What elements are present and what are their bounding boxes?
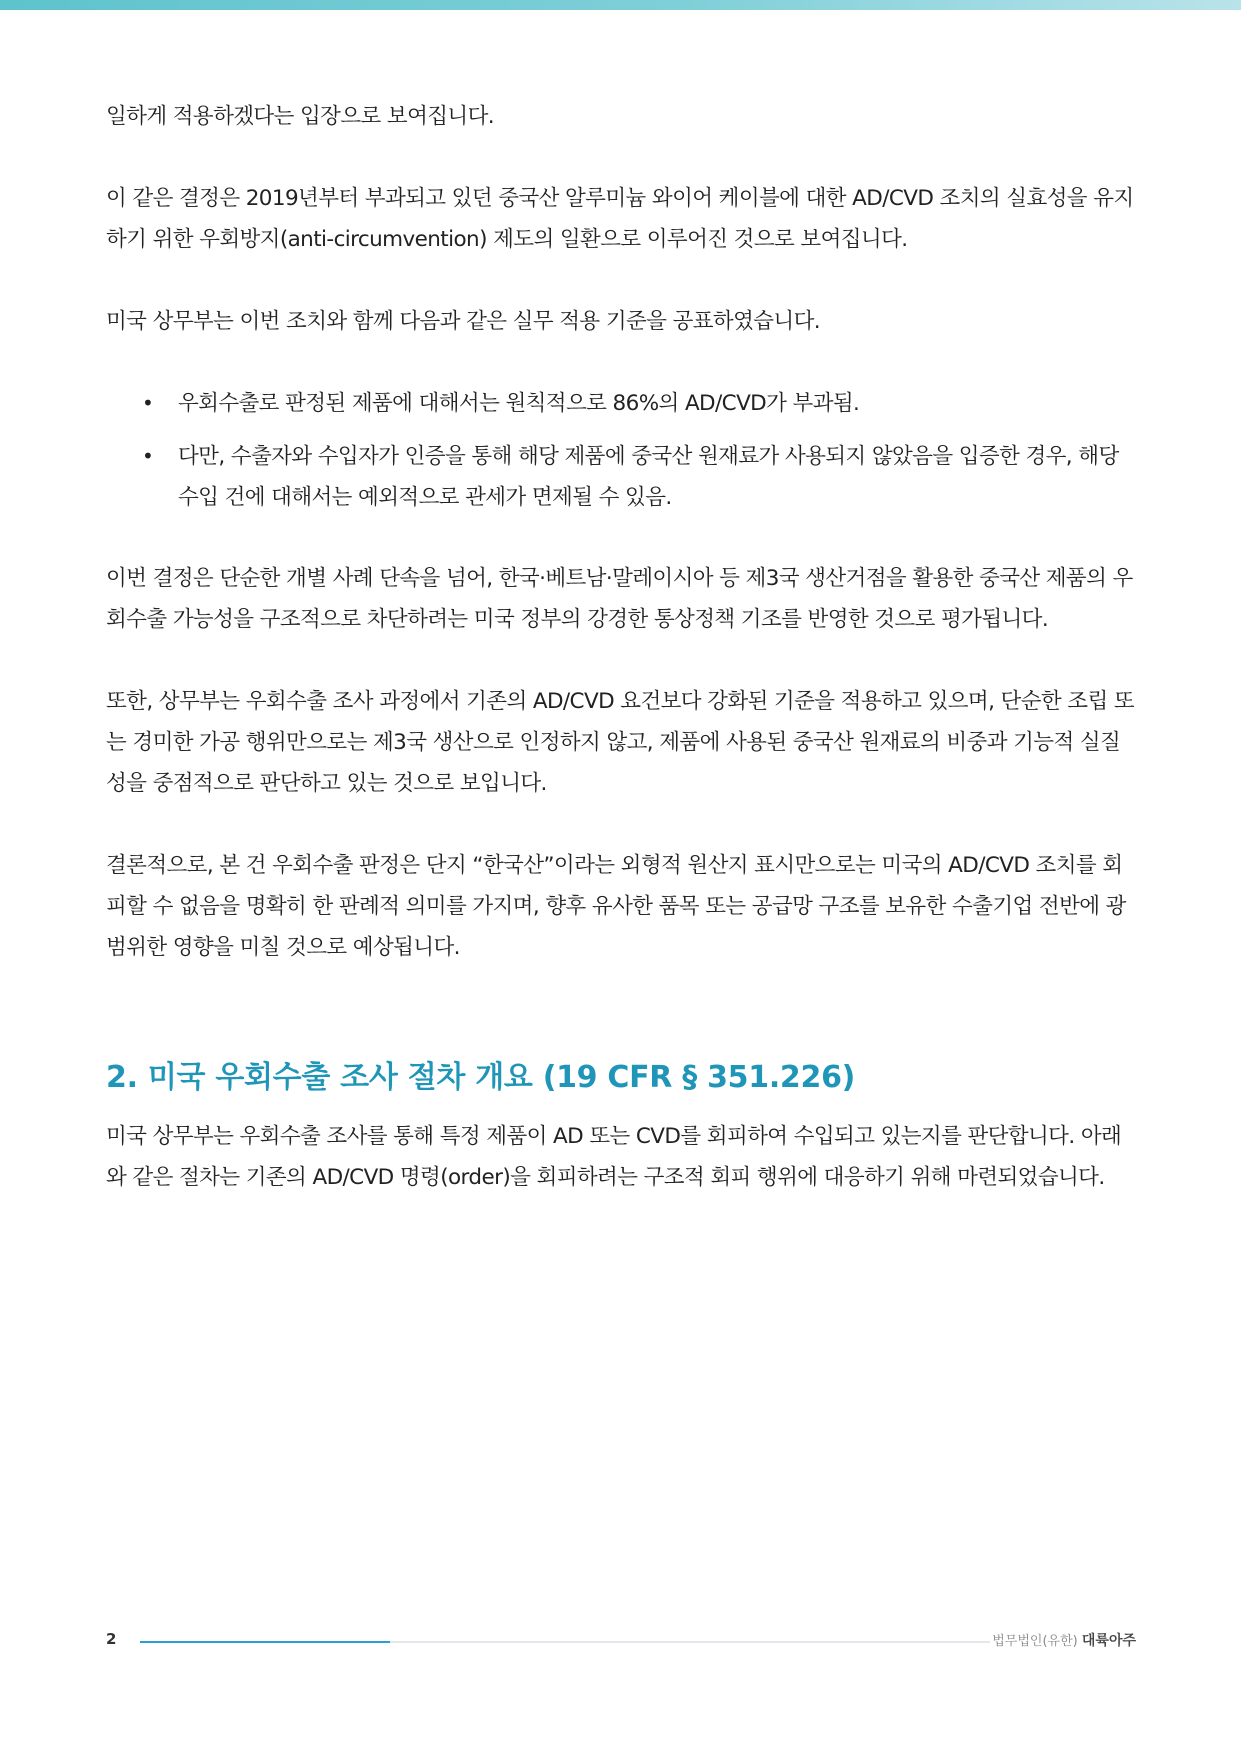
bullet-dot-icon: • (142, 391, 154, 415)
firm-name (992, 1630, 1136, 1650)
paragraph: 이번 결정은 단순한 개별 사례 단속을 넘어, 한국·베트남·말레이시아 등 제3국 생산거점을 활용한 중국산 제품의 우회수출 가능성을 구조적으로 차단하려는 미국 정부의 강경한 통상정책 기조를 반영한 것으로 평가됩니다. (106, 566, 1133, 632)
bullet-dot-icon: • (142, 444, 154, 468)
bullet-list (106, 383, 1136, 518)
bullet-item (106, 383, 1136, 424)
bullet-text: 다만, 수출자와 수입자가 인증을 통해 해당 제품에 중국산 원재료가 사용되지 않았음을 입증한 경우, 해당 수입 건에 대해서는 예외적으로 관세가 면제될 수 있음. (178, 444, 1119, 510)
paragraph: 이 같은 결정은 2019년부터 부과되고 있던 중국산 알루미늄 와이어 케이블에 대한 AD/CVD 조치의 실효성을 유지하기 위한 우회방지(anti-circumvention) 제도의 일환으로 이루어진 것으로 보여집니다. (106, 186, 1134, 252)
top-accent-band (0, 0, 1241, 10)
bullet-text: 우회수출로 판정된 제품에 대해서는 원칙적으로 86%의 AD/CVD가 부과됨. (178, 391, 860, 416)
page-number: 2 (106, 1630, 117, 1648)
page-footer (106, 1630, 1136, 1654)
document-body (106, 96, 1136, 1239)
section-paragraph: 미국 상무부는 우회수출 조사를 통해 특정 제품이 AD 또는 CVD를 회피하여 수입되고 있는지를 판단합니다. 아래와 같은 절차는 기존의 AD/CVD 명령(order)을 회피하려는 구조적 회피 행위에 대응하기 위해 마련되었습니다. (106, 1124, 1122, 1190)
firm-brand: 대륙아주 (1081, 1633, 1136, 1649)
section-heading: 2. 미국 우회수출 조사 절차 개요 (19 CFR § 351.226) (106, 1060, 856, 1095)
paragraph: 결론적으로, 본 건 우회수출 판정은 단지 “한국산”이라는 외형적 원산지 표시만으로는 미국의 AD/CVD 조치를 회피할 수 없음을 명확히 한 판례적 의미를 가지며, 향후 유사한 품목 또는 공급망 구조를 보유한 수출기업 전반에 광범위한 영향을 미칠 것으로 예상됩니다. (106, 853, 1126, 960)
paragraph: 일하게 적용하겠다는 입장으로 보여집니다. (106, 104, 494, 129)
footer-rule-accent (140, 1641, 390, 1643)
bullet-item (106, 436, 1136, 518)
paragraph: 또한, 상무부는 우회수출 조사 과정에서 기존의 AD/CVD 요건보다 강화된 기준을 적용하고 있으며, 단순한 조립 또는 경미한 가공 행위만으로는 제3국 생산으로 인정하지 않고, 제품에 사용된 중국산 원재료의 비중과 기능적 실질성을 중점적으로 판단하고 있는 것으로 보입니다. (106, 689, 1135, 796)
firm-prefix: 법무법인(유한) (992, 1634, 1078, 1649)
paragraph: 미국 상무부는 이번 조치와 함께 다음과 같은 실무 적용 기준을 공표하였습니다. (106, 309, 820, 334)
footer-rule (140, 1641, 990, 1643)
